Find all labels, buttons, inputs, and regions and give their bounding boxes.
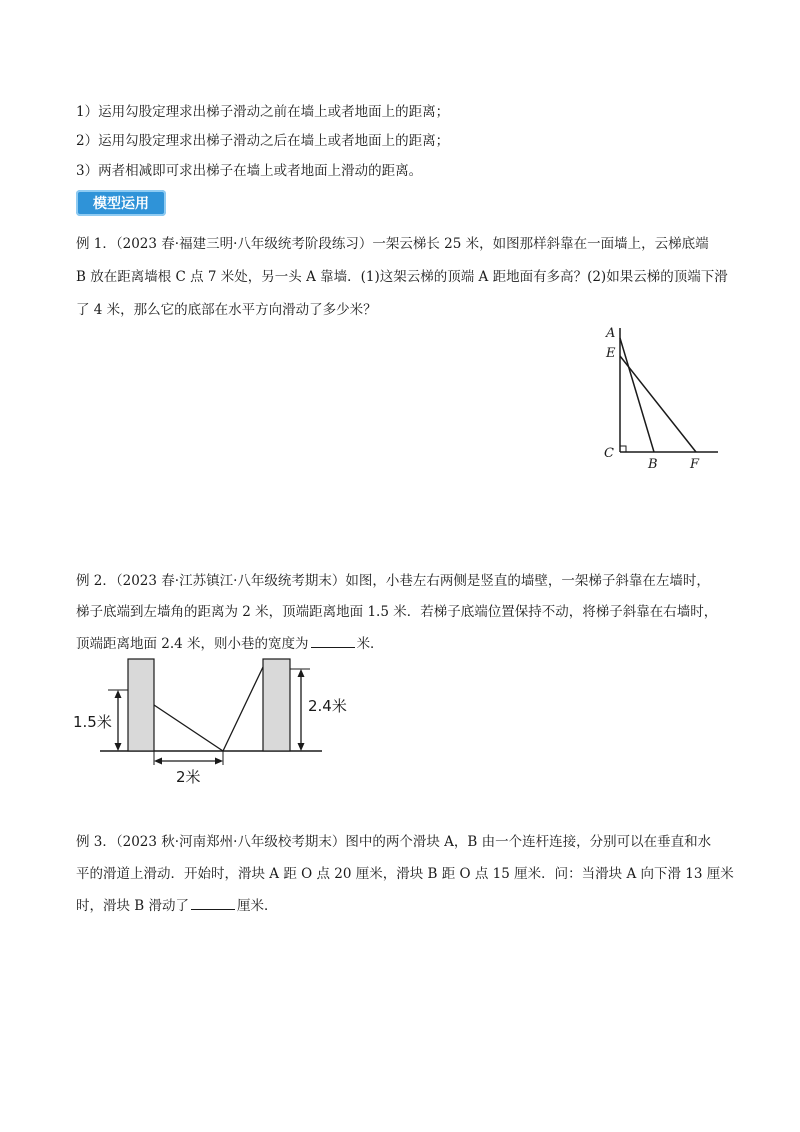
label-f: F bbox=[690, 457, 700, 472]
example2-line2: 梯子底端到左墙角的距离为 2 米，顶端距离地面 1.5 米．若梯子底端位置保持不动，将梯子斜靠在右墙时， bbox=[76, 604, 718, 620]
method-step-3: 3）两者相减即可求出梯子在墙上或者地面上滑动的距离。 bbox=[76, 163, 423, 179]
example2-line3 bbox=[76, 632, 384, 652]
example1-line1: 例 1．（2023 春·福建三明·八年级统考阶段练习）一架云梯长 25 米，如图那样斜靠在一面墙上，云梯底端 bbox=[76, 236, 709, 252]
example3-line2: 平的滑道上滑动．开始时，滑块 A 距 O 点 20 厘米，滑块 B 距 O 点 15 厘米．问：当滑块 A 向下滑 13 厘米 bbox=[76, 866, 734, 882]
example3-line3 bbox=[76, 894, 278, 914]
example3-line3-unit: 厘米． bbox=[237, 898, 278, 914]
example2-figure bbox=[70, 655, 360, 790]
example1-line2: B 放在距离墙根 C 点 7 米处，另一头 A 靠墙．(1)这架云梯的顶端 A 距地面有多高？(2)如果云梯的顶端下滑 bbox=[76, 269, 728, 285]
example3-line3-text: 时，滑块 B 滑动了 bbox=[76, 898, 190, 914]
label-e: E bbox=[606, 346, 616, 361]
base-distance-label: 2米 bbox=[176, 768, 201, 786]
ladder-right bbox=[223, 667, 263, 751]
method-step-2: 2）运用勾股定理求出梯子滑动之后在墙上或者地面上的距离； bbox=[76, 133, 450, 149]
right-wall bbox=[263, 659, 290, 751]
example2-line3-text: 顶端距离地面 2.4 米，则小巷的宽度为 bbox=[76, 636, 309, 652]
example2-line1: 例 2．（2023 春·江苏镇江·八年级统考期末）如图，小巷左右两侧是竖直的墙壁，一架梯子斜靠在左墙时， bbox=[76, 573, 710, 589]
base-dim-arrowhead-left bbox=[154, 758, 162, 765]
left-wall bbox=[128, 659, 154, 751]
method-step-1: 1）运用勾股定理求出梯子滑动之前在墙上或者地面上的距离； bbox=[76, 104, 450, 120]
example2-line3-unit: 米． bbox=[356, 636, 384, 652]
label-b: B bbox=[648, 457, 658, 472]
left-dim-arrowhead-bottom bbox=[115, 743, 122, 751]
ladder-left bbox=[154, 705, 223, 751]
right-dim-arrowhead-bottom bbox=[298, 743, 305, 751]
ladder-ef bbox=[620, 356, 696, 452]
right-angle-mark bbox=[620, 446, 626, 452]
left-dim-arrowhead-top bbox=[115, 690, 122, 698]
answer-blank[interactable] bbox=[191, 897, 235, 910]
section-badge: 模型运用 bbox=[76, 190, 166, 216]
example1-figure bbox=[590, 320, 730, 470]
right-height-label: 2.4米 bbox=[308, 697, 347, 715]
label-c: C bbox=[604, 446, 614, 461]
example1-line3: 了 4 米，那么它的底部在水平方向滑动了多少米？ bbox=[76, 302, 377, 318]
left-height-label: 1.5米 bbox=[73, 713, 112, 731]
base-dim-arrowhead-right bbox=[215, 758, 223, 765]
answer-blank[interactable] bbox=[311, 635, 355, 648]
ladder-ab bbox=[620, 338, 654, 452]
example3-line1: 例 3．（2023 秋·河南郑州·八年级校考期末）图中的两个滑块 A，B 由一个连杆连接，分别可以在垂直和水 bbox=[76, 834, 712, 850]
right-dim-arrowhead-top bbox=[298, 669, 305, 677]
label-a: A bbox=[606, 326, 616, 341]
